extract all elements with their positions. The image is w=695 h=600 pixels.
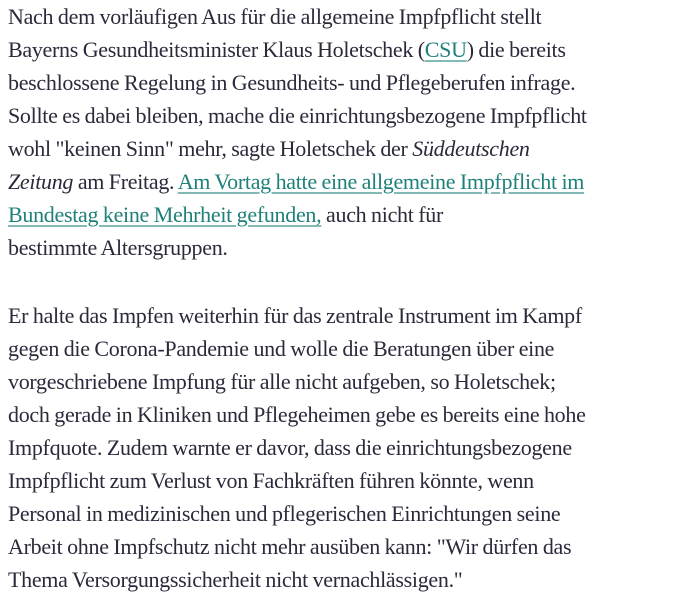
body-text: Personal in medizinischen und pflegerischen Einrichtungen seine xyxy=(8,501,561,526)
body-text: Sollte es dabei bleiben, mache die einrichtungsbezogene Impfpflicht xyxy=(8,103,587,128)
article-text xyxy=(8,0,695,596)
body-text: Impfquote. Zudem warnte er davor, dass die einrichtungsbezogene xyxy=(8,435,572,460)
italic-text: Süddeutschen xyxy=(412,136,530,161)
inline-link[interactable]: Bundestag keine Mehrheit gefunden, xyxy=(8,202,322,227)
body-text: Bayerns Gesundheitsminister Klaus Holetschek ( xyxy=(8,37,425,62)
body-text: Nach dem vorläufigen Aus für die allgemeine Impfpflicht stellt xyxy=(8,4,542,29)
body-text: doch gerade in Kliniken und Pflegeheimen gebe es bereits eine hohe xyxy=(8,402,586,427)
body-text: gegen die Corona-Pandemie und wolle die Beratungen über eine xyxy=(8,336,555,361)
body-text: Impfpflicht zum Verlust von Fachkräften führen könnte, wenn xyxy=(8,468,534,493)
italic-text: Zeitung xyxy=(8,169,74,194)
body-text: Thema Versorgungssicherheit nicht vernachlässigen." xyxy=(8,567,463,592)
body-text: Er halte das Impfen weiterhin für das zentrale Instrument im Kampf xyxy=(8,303,582,328)
paragraph xyxy=(8,299,695,596)
paragraph xyxy=(8,0,695,264)
body-text: bestimmte Altersgruppen. xyxy=(8,235,228,260)
inline-link[interactable]: CSU xyxy=(424,37,467,62)
inline-link[interactable]: Am Vortag hatte eine allgemeine Impfpflicht im xyxy=(177,169,585,194)
body-text: wohl "keinen Sinn" mehr, sagte Holetschek der xyxy=(8,136,413,161)
body-text: Arbeit ohne Impfschutz nicht mehr ausüben kann: "Wir dürfen das xyxy=(8,534,572,559)
body-text: vorgeschriebene Impfung für alle nicht aufgeben, so Holetschek; xyxy=(8,369,556,394)
body-text: beschlossene Regelung in Gesundheits- und Pflegeberufen infrage. xyxy=(8,70,576,95)
body-text: auch nicht für xyxy=(321,202,443,227)
body-text: am Freitag. xyxy=(73,169,178,194)
body-text: ) die bereits xyxy=(466,37,566,62)
